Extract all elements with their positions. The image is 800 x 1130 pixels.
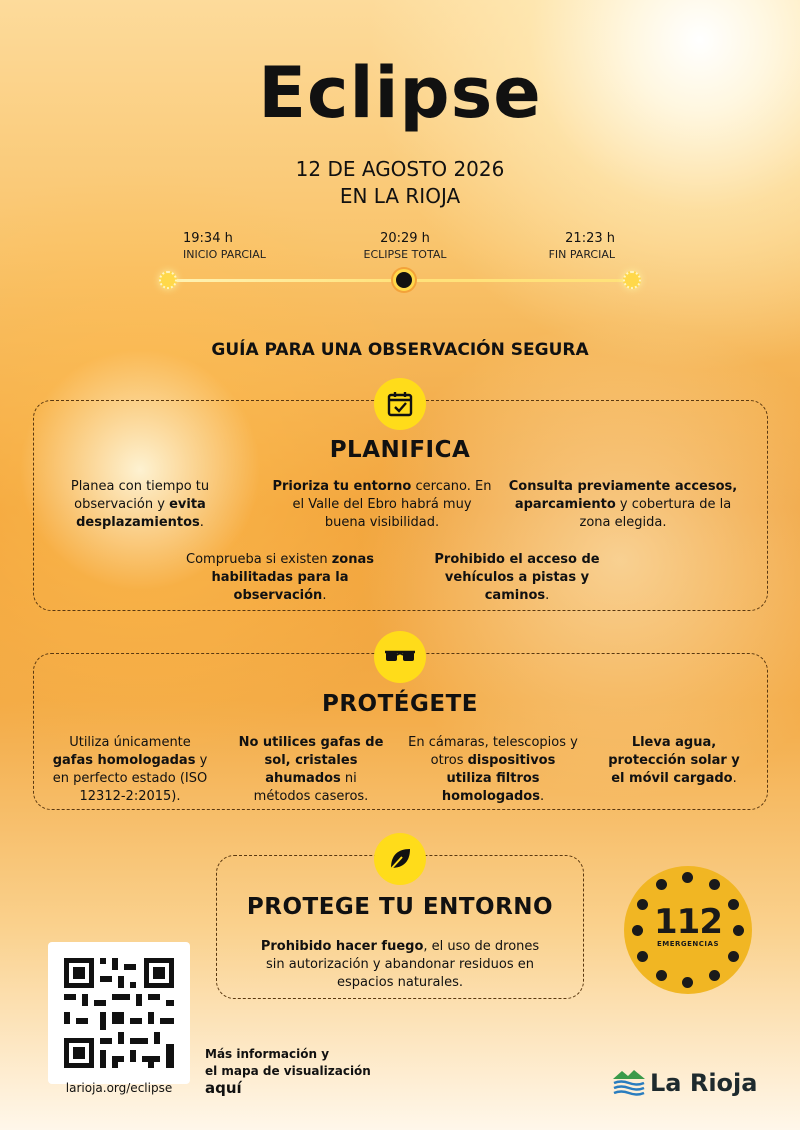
protegete-item: Utiliza únicamente gafas homologadas y en perfecto estado (ISO 12312-2:2015). xyxy=(52,735,208,804)
entorno-heading: PROTEGE TU ENTORNO xyxy=(246,894,554,920)
timeline-start-label: INICIO PARCIAL xyxy=(183,248,266,261)
more-info xyxy=(205,1046,371,1097)
guide-title: GUÍA PARA UNA OBSERVACIÓN SEGURA xyxy=(211,340,589,360)
timeline-start-time: 19:34 h xyxy=(183,231,233,246)
planifica-item: Planea con tiempo tu observación y evita desplazamientos. xyxy=(70,479,210,530)
event-date-line: 12 DE AGOSTO 2026 xyxy=(295,157,505,181)
protegete-heading: PROTÉGETE xyxy=(321,691,478,717)
planifica-item: Prohibido el acceso de vehículos a pistas y caminos. xyxy=(434,552,600,603)
protegete-item: No utilices gafas de sol, cristales ahumados ni métodos caseros. xyxy=(238,735,384,804)
eclipse-glasses-icon xyxy=(374,631,426,683)
la-rioja-logo xyxy=(612,1063,762,1103)
emergency-112-badge xyxy=(624,866,752,994)
emergency-number: 112 xyxy=(654,902,722,942)
timeline-total-label: ECLIPSE TOTAL xyxy=(363,248,447,261)
timeline-end-label: FIN PARCIAL xyxy=(548,248,615,261)
timeline-end-time: 21:23 h xyxy=(565,231,615,246)
total-eclipse-icon xyxy=(393,269,415,291)
planifica-item: Consulta previamente accesos, aparcamiento y cobertura de la zona elegida. xyxy=(508,479,738,530)
emergency-label: EMERGENCIAS xyxy=(656,940,719,948)
leaf-icon xyxy=(374,833,426,885)
more-info-link[interactable]: aquí xyxy=(205,1079,242,1097)
partial-sun-icon xyxy=(623,271,641,289)
entorno-item: Prohibido hacer fuego, el uso de drones sin autorización y abandonar residuos en espacios naturales. xyxy=(260,939,540,990)
planifica-item: Comprueba si existen zonas habilitadas para la observación. xyxy=(186,552,374,603)
planifica-item: Prioriza tu entorno cercano. En el Valle del Ebro habrá muy buena visibilidad. xyxy=(272,479,492,530)
protegete-item: En cámaras, telescopios y otros dispositivos utiliza filtros homologados. xyxy=(408,735,578,804)
more-info-line: el mapa de visualización xyxy=(205,1064,371,1078)
qr-url[interactable]: larioja.org/eclipse xyxy=(65,1081,173,1095)
la-rioja-logo-icon xyxy=(612,1067,646,1097)
timeline-total-time: 20:29 h xyxy=(380,231,430,246)
qr-code[interactable] xyxy=(48,942,190,1084)
la-rioja-logo-text: La Rioja xyxy=(650,1069,758,1097)
calendar-check-icon xyxy=(374,378,426,430)
planifica-heading: PLANIFICA xyxy=(329,437,471,463)
qr-code-image xyxy=(48,942,190,1084)
event-location-line: EN LA RIOJA xyxy=(339,184,461,208)
protegete-item: Lleva agua, protección solar y el móvil cargado. xyxy=(608,735,740,786)
more-info-line: Más información y xyxy=(205,1047,330,1061)
page-title: Eclipse xyxy=(258,52,542,134)
partial-sun-icon xyxy=(159,271,177,289)
event-date xyxy=(0,156,800,210)
